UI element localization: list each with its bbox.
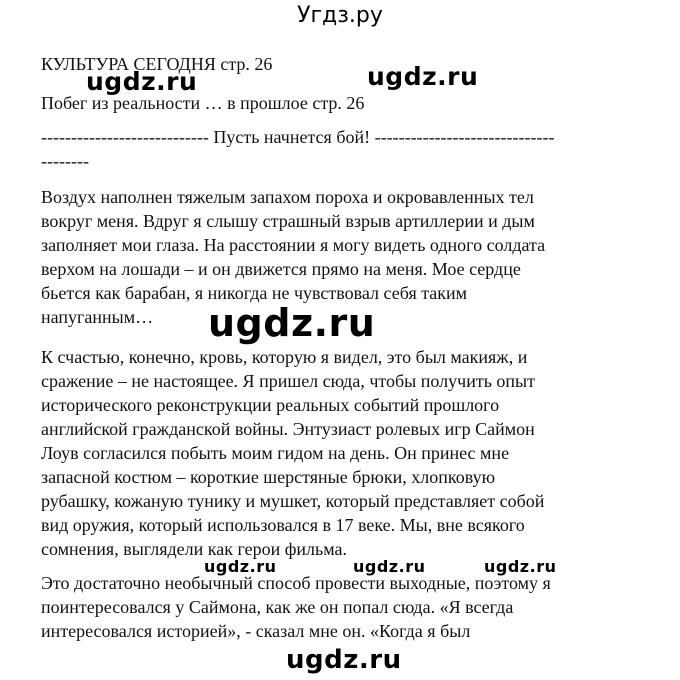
- paragraph-1-line: напуганным…: [41, 307, 154, 327]
- watermark-right-top: ugdz.ru: [367, 62, 479, 91]
- paragraph-2-line: английской гражданской войны. Энтузиаст ролевых игр Саймон: [41, 419, 535, 439]
- paragraph-2-line: сражение – не настоящее. Я пришел сюда, чтобы получить опыт: [41, 371, 535, 391]
- paragraph-1-line: заполняет мои глаза. На расстоянии я могу видеть одного солдата: [41, 235, 546, 255]
- watermark-center-large: ugdz.ru: [208, 301, 376, 345]
- watermark-left-top: ugdz.ru: [86, 67, 198, 96]
- paragraph-1-line: верхом на лошади – и он движется прямо на меня. Мое сердце: [41, 259, 521, 279]
- paragraph-1-line: бьется как барабан, я никогда не чувствовал себя таким: [41, 283, 468, 303]
- paragraph-2-line: рубашку, кожаную тунику и мушкет, который представляет собой: [41, 491, 545, 511]
- watermark-footer: ugdz.ru: [286, 645, 402, 675]
- paragraph-2-line: Лоув согласился побыть моим гидом на день. Он принес мне: [41, 443, 510, 463]
- site-title: Угдз.ру: [297, 3, 383, 28]
- paragraph-3-line: поинтересовался у Саймона, как же он попал сюда. «Я всегда: [41, 597, 514, 617]
- paragraph-1-line: Воздух наполнен тяжелым запахом пороха и окровавленных тел: [41, 187, 534, 207]
- paragraph-1-line: вокруг меня. Вдруг я слышу страшный взрыв артиллерии и дым: [41, 211, 535, 231]
- watermark-small-3: ugdz.ru: [484, 557, 557, 576]
- article-title: Побег из реальности … в прошлое стр. 26: [41, 93, 365, 113]
- paragraph-2-line: исторического реконструкции реальных событий прошлого: [41, 395, 500, 415]
- paragraph-2-line: К счастью, конечно, кровь, которую я видел, это был макияж, и: [41, 347, 528, 367]
- watermark-small-2: ugdz.ru: [353, 557, 426, 576]
- section-separator-continuation: --------: [41, 151, 89, 171]
- paragraph-2-line: сомнения, выглядели как герои фильма.: [41, 539, 348, 559]
- paragraph-2-line: запасной костюм – короткие шерстяные брюки, хлопковую: [41, 467, 496, 487]
- paragraph-3-line: интересовался историей», - сказал мне он. «Когда я был: [41, 621, 471, 641]
- section-separator: ---------------------------- Пусть начнется бой! ------------------------------: [41, 127, 555, 147]
- watermark-small-1: ugdz.ru: [204, 557, 277, 576]
- section-heading: КУЛЬТУРА СЕГОДНЯ стр. 26: [41, 54, 273, 74]
- paragraph-3-line: Это достаточно необычный способ провести выходные, поэтому я: [41, 573, 551, 593]
- paragraph-2-line: вид оружия, который использовался в 17 веке. Мы, вне всякого: [41, 515, 525, 535]
